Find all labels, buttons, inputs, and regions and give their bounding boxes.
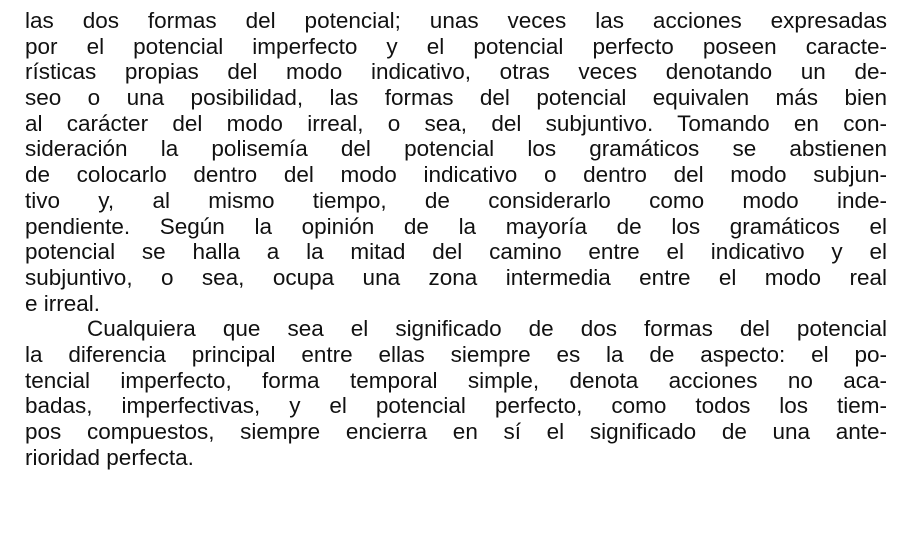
paragraph-1 xyxy=(25,8,887,316)
paragraph-2 xyxy=(25,316,887,470)
text-line: pos compuestos, siempre encierra en sí el significado de una ante- xyxy=(25,419,887,444)
text-line: tivo y, al mismo tiempo, de considerarlo como modo inde- xyxy=(25,187,887,213)
text-line: seo o una posibilidad, las formas del potencial equivalen más bien xyxy=(25,85,887,111)
text-line: rísticas propias del modo indicativo, otras veces denotando un de- xyxy=(25,59,887,85)
text-line: al carácter del modo irreal, o sea, del subjuntivo. Tomando en con- xyxy=(25,110,887,136)
text-line: potencial se halla a la mitad del camino entre el indicativo y el xyxy=(25,239,887,265)
text-line: de colocarlo dentro del modo indicativo o dentro del modo subjun- xyxy=(25,162,887,188)
text-line: rioridad perfecta. xyxy=(25,444,194,470)
text-line: Cualquiera que sea el significado de dos formas del potencial xyxy=(87,316,887,342)
text-line: pendiente. Según la opinión de la mayoría de los gramáticos el xyxy=(25,213,887,239)
text-line: tencial imperfecto, forma temporal simple, denota acciones no aca- xyxy=(25,367,887,393)
text-line: sideración la polisemía del potencial los gramáticos se abstienen xyxy=(25,136,887,162)
page-text xyxy=(25,8,887,470)
text-line: badas, imperfectivas, y el potencial perfecto, como todos los tiem- xyxy=(25,393,887,419)
text-line: las dos formas del potencial; unas veces las acciones expresadas xyxy=(25,8,887,33)
text-line: subjuntivo, o sea, ocupa una zona intermedia entre el modo real xyxy=(25,264,887,290)
text-line: por el potencial imperfecto y el potencial perfecto poseen caracte- xyxy=(25,33,887,59)
text-line: la diferencia principal entre ellas siempre es la de aspecto: el po- xyxy=(25,341,887,367)
text-line: e irreal. xyxy=(25,290,101,316)
